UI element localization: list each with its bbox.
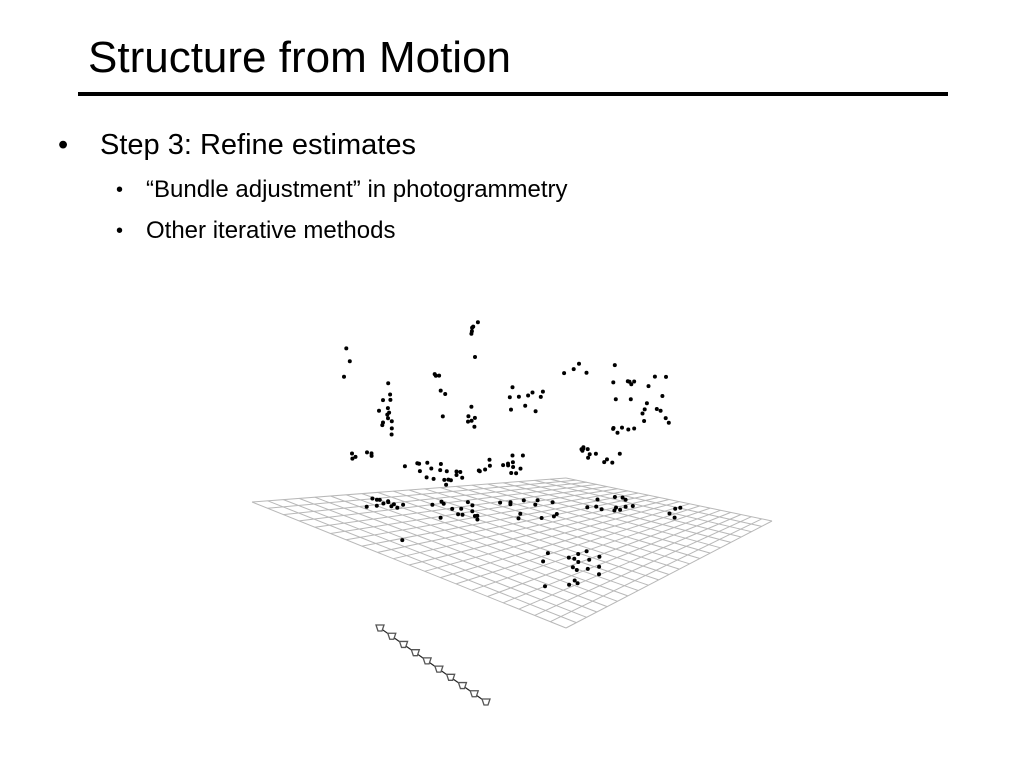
point-3d: [354, 455, 358, 459]
point-3d: [624, 505, 628, 509]
camera-frustum-icon: [470, 691, 478, 697]
point-3d: [555, 512, 559, 516]
point-3d: [478, 469, 482, 473]
point-3d: [415, 461, 419, 465]
point-3d: [418, 469, 422, 473]
point-3d: [472, 425, 476, 429]
sub-bullet-text: Other iterative methods: [146, 217, 396, 244]
point-3d: [605, 457, 609, 461]
point-3d: [517, 516, 521, 520]
point-3d: [439, 389, 443, 393]
point-3d: [678, 506, 682, 510]
point-3d: [425, 461, 429, 465]
point-3d: [390, 433, 394, 437]
point-3d: [618, 452, 622, 456]
point-3d: [395, 506, 399, 510]
point-3d: [539, 395, 543, 399]
sub-bullet-marker: •: [116, 220, 124, 242]
point-3d: [594, 452, 598, 456]
point-3d: [344, 346, 348, 350]
point-3d: [664, 375, 668, 379]
point-3d: [511, 460, 515, 464]
point-3d: [581, 445, 585, 449]
point-3d: [439, 516, 443, 520]
sub-bullet-marker: •: [116, 179, 124, 201]
point-3d: [577, 362, 581, 366]
point-3d: [430, 503, 434, 507]
reconstructed-3d-points: [342, 320, 682, 588]
point-3d: [573, 579, 577, 583]
point-3d: [455, 473, 459, 477]
point-3d: [388, 393, 392, 397]
point-3d: [597, 565, 601, 569]
camera-frustum-icon: [482, 699, 490, 705]
point-3d: [642, 419, 646, 423]
point-3d: [572, 367, 576, 371]
point-3d: [441, 414, 445, 418]
point-3d: [521, 454, 525, 458]
point-3d: [586, 567, 590, 571]
point-3d: [488, 458, 492, 462]
point-3d: [498, 501, 502, 505]
point-3d: [390, 419, 394, 423]
point-3d: [401, 503, 405, 507]
point-3d: [442, 502, 446, 506]
point-3d: [588, 452, 592, 456]
point-3d: [466, 420, 470, 424]
point-3d: [629, 397, 633, 401]
point-3d: [534, 409, 538, 413]
point-3d: [523, 404, 527, 408]
point-3d: [653, 375, 657, 379]
point-3d: [432, 477, 436, 481]
point-3d: [668, 512, 672, 516]
point-3d: [614, 397, 618, 401]
point-3d: [551, 500, 555, 504]
point-3d: [386, 406, 390, 410]
point-3d: [567, 583, 571, 587]
point-3d: [470, 509, 474, 513]
point-3d: [585, 549, 589, 553]
point-3d: [673, 507, 677, 511]
point-3d: [543, 584, 547, 588]
point-3d: [576, 560, 580, 564]
point-3d: [631, 504, 635, 508]
point-3d: [470, 419, 474, 423]
point-3d: [628, 380, 632, 384]
point-3d: [470, 329, 474, 333]
point-3d: [385, 413, 389, 417]
point-3d: [508, 395, 512, 399]
point-3d: [473, 416, 477, 420]
point-3d: [673, 516, 677, 520]
point-3d: [626, 428, 630, 432]
point-3d: [517, 395, 521, 399]
point-3d: [456, 512, 460, 516]
point-3d: [519, 467, 523, 471]
point-3d: [429, 467, 433, 471]
grid-line: [550, 479, 761, 526]
point-3d: [476, 320, 480, 324]
point-3d: [377, 409, 381, 413]
point-3d: [442, 478, 446, 482]
point-3d: [586, 456, 590, 460]
point-3d: [585, 371, 589, 375]
point-3d: [618, 508, 622, 512]
point-3d: [645, 401, 649, 405]
point-3d: [470, 503, 474, 507]
point-3d: [461, 513, 465, 517]
point-3d: [475, 518, 479, 522]
point-3d: [643, 407, 647, 411]
point-3d: [667, 421, 671, 425]
ground-plane-grid: [252, 478, 772, 628]
point-3d: [509, 408, 513, 412]
point-3d: [511, 454, 515, 458]
point-3d: [576, 552, 580, 556]
point-3d: [381, 502, 385, 506]
point-3d: [370, 497, 374, 501]
point-3d: [375, 504, 379, 508]
point-3d: [526, 394, 530, 398]
point-3d: [403, 464, 407, 468]
point-3d: [471, 325, 475, 329]
point-3d: [664, 416, 668, 420]
point-3d: [473, 514, 477, 518]
point-3d: [659, 409, 663, 413]
camera-frustum-icon: [411, 650, 419, 656]
point-3d: [381, 421, 385, 425]
point-3d: [365, 450, 369, 454]
point-3d: [450, 507, 454, 511]
point-3d: [641, 412, 645, 416]
point-3d: [388, 398, 392, 402]
point-3d: [473, 355, 477, 359]
camera-frustum-icon: [400, 641, 408, 647]
point-3d: [610, 461, 614, 465]
point-3d: [460, 476, 464, 480]
point-3d: [587, 558, 591, 562]
point-3d: [531, 391, 535, 395]
camera-frustum-icon: [447, 674, 455, 680]
point-3d: [632, 380, 636, 384]
point-3d: [586, 447, 590, 451]
point-3d: [572, 557, 576, 561]
point-3d: [533, 503, 537, 507]
point-3d: [522, 498, 526, 502]
point-3d: [660, 394, 664, 398]
point-3d: [350, 452, 354, 456]
bullet-marker: •: [58, 129, 69, 161]
point-3d: [449, 478, 453, 482]
camera-frustum-icon: [423, 658, 431, 664]
camera-frustum-icon: [376, 625, 384, 631]
point-3d: [511, 385, 515, 389]
point-3d: [647, 384, 651, 388]
point-3d: [445, 469, 449, 473]
point-3d: [466, 500, 470, 504]
point-3d: [443, 392, 447, 396]
point-3d: [567, 556, 571, 560]
point-3d: [433, 372, 437, 376]
point-3d: [390, 426, 394, 430]
point-3d: [536, 498, 540, 502]
point-3d: [400, 538, 404, 542]
point-3d: [439, 462, 443, 466]
point-3d: [444, 483, 448, 487]
point-3d: [469, 405, 473, 409]
point-3d: [342, 375, 346, 379]
point-3d: [511, 465, 515, 469]
point-3d: [375, 498, 379, 502]
point-3d: [612, 426, 616, 430]
point-3d: [437, 374, 441, 378]
point-3d: [438, 468, 442, 472]
point-3d: [509, 500, 513, 504]
point-3d: [386, 381, 390, 385]
bullet-text: Step 3: Refine estimates: [100, 129, 416, 161]
point-3d: [506, 462, 510, 466]
point-3d: [386, 416, 390, 420]
point-3d: [370, 454, 374, 458]
point-3d: [597, 555, 601, 559]
point-3d: [425, 475, 429, 479]
camera-frustum-icon: [435, 666, 443, 672]
point-3d: [620, 426, 624, 430]
point-3d: [540, 516, 544, 520]
point-3d: [546, 551, 550, 555]
point-3d: [580, 449, 584, 453]
point-3d: [600, 507, 604, 511]
point-3d: [575, 568, 579, 572]
point-3d: [386, 500, 390, 504]
point-3d: [613, 495, 617, 499]
point-3d: [501, 463, 505, 467]
point-3d: [348, 359, 352, 363]
point-3d: [459, 507, 463, 511]
point-3d: [585, 505, 589, 509]
point-3d: [518, 512, 522, 516]
point-3d: [571, 565, 575, 569]
point-3d: [597, 572, 601, 576]
point-3d: [389, 504, 393, 508]
point-3d: [611, 380, 615, 384]
camera-trajectory: [376, 625, 490, 705]
point-3d: [596, 498, 600, 502]
point-3d: [483, 468, 487, 472]
point-3d: [458, 470, 462, 474]
camera-frustum-icon: [388, 633, 396, 639]
point-3d: [616, 431, 620, 435]
point-3d: [488, 464, 492, 468]
point-3d: [632, 427, 636, 431]
point-3d: [541, 559, 545, 563]
point-3d: [562, 371, 566, 375]
point-3d: [509, 471, 513, 475]
point-3d: [365, 505, 369, 509]
point-3d: [381, 398, 385, 402]
camera-frustum-icon: [458, 683, 466, 689]
point-3d: [613, 363, 617, 367]
slide-title: Structure from Motion: [88, 33, 512, 82]
point-3d: [576, 581, 580, 585]
point-3d: [455, 470, 459, 474]
point-3d: [514, 471, 518, 475]
point-3d: [624, 498, 628, 502]
point-3d: [594, 505, 598, 509]
point-3d: [655, 407, 659, 411]
point-3d: [541, 390, 545, 394]
point-3d: [614, 506, 618, 510]
point-3d: [466, 414, 470, 418]
sub-bullet-text: “Bundle adjustment” in photogrammetry: [146, 176, 568, 203]
